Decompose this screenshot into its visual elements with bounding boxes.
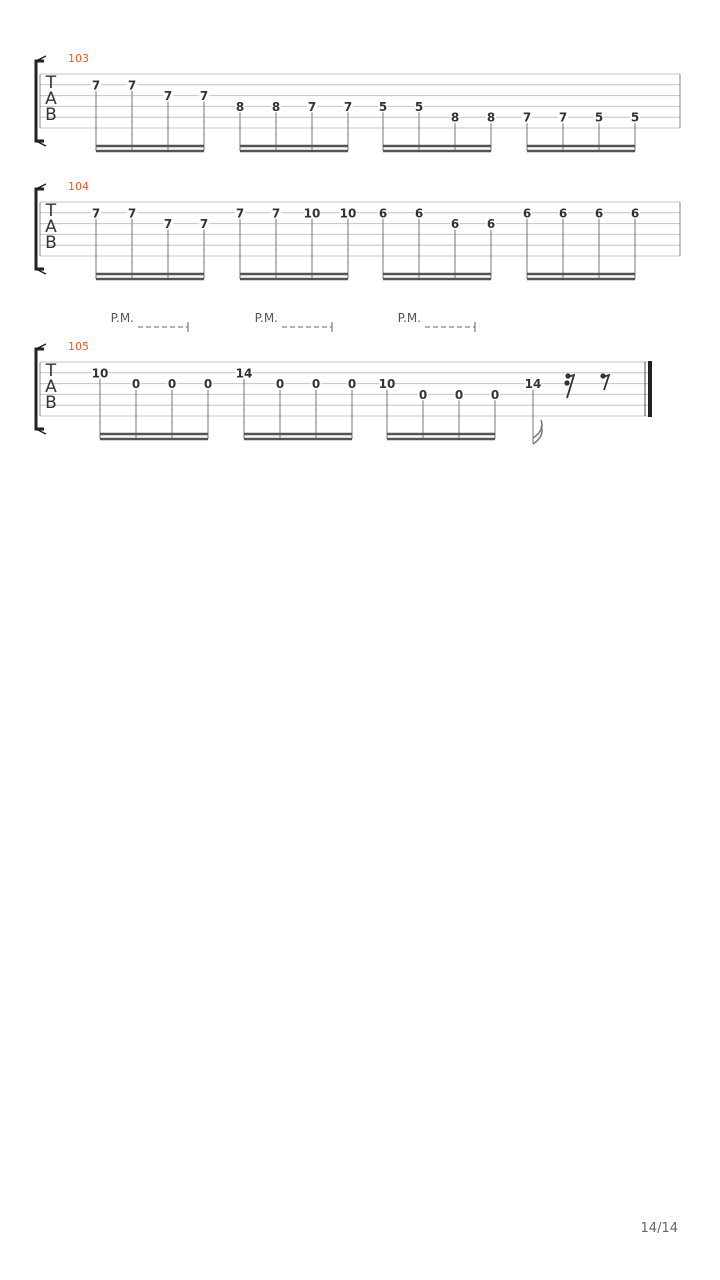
fret-number: 0 (347, 377, 357, 392)
eighth-rest-stem (603, 375, 609, 390)
fret-number: 6 (522, 206, 532, 221)
fret-number: 10 (378, 377, 396, 392)
fret-number: 0 (275, 377, 285, 392)
tab-clef-letter: B (45, 233, 57, 253)
fret-number: 0 (131, 377, 141, 392)
fret-number: 0 (418, 387, 428, 402)
fret-number: 7 (307, 99, 317, 114)
fret-number: 6 (486, 217, 496, 232)
staff-system-103 (36, 52, 680, 151)
fret-number: 7 (91, 206, 101, 221)
sixteenth-rest-dot (564, 380, 569, 385)
fret-number: 10 (339, 206, 357, 221)
tab-clef-letter: A (45, 217, 57, 237)
fret-number: 7 (127, 78, 137, 93)
fret-number: 8 (450, 110, 460, 125)
fret-number: 7 (199, 217, 209, 232)
palm-mute-label: P.M. (397, 311, 421, 325)
fret-number: 6 (450, 217, 460, 232)
fret-number: 14 (524, 377, 542, 392)
tab-clef-letter: T (45, 73, 57, 93)
fret-number: 7 (558, 110, 568, 125)
fret-number: 8 (271, 99, 281, 114)
fret-number: 6 (558, 206, 568, 221)
tab-clef-letter: A (45, 89, 57, 109)
fret-number: 0 (454, 387, 464, 402)
fret-number: 7 (163, 217, 173, 232)
fret-number: 0 (490, 387, 500, 402)
fret-number: 7 (163, 89, 173, 104)
fret-number: 7 (235, 206, 245, 221)
fret-number: 0 (167, 377, 177, 392)
fret-number: 7 (199, 89, 209, 104)
tab-clef-letter: B (45, 393, 57, 413)
fret-number: 8 (235, 99, 245, 114)
fret-number: 6 (378, 206, 388, 221)
measure-number: 105 (68, 340, 89, 353)
staff-system-104 (36, 180, 680, 279)
fret-number: 8 (486, 110, 496, 125)
fret-number: 0 (203, 377, 213, 392)
measure-number: 103 (68, 52, 89, 65)
fret-number: 6 (594, 206, 604, 221)
palm-mute-label: P.M. (254, 311, 278, 325)
fret-number: 7 (91, 78, 101, 93)
fret-number: 0 (311, 377, 321, 392)
fret-number: 6 (414, 206, 424, 221)
page-indicator: 14/14 (640, 1221, 678, 1236)
tab-clef-letter: B (45, 105, 57, 125)
staff-system-105 (36, 311, 650, 444)
fret-number: 5 (630, 110, 640, 125)
tab-clef-letter: T (45, 361, 57, 381)
fret-number: 7 (343, 99, 353, 114)
measure-number: 104 (68, 180, 89, 193)
fret-number: 10 (91, 366, 109, 381)
fret-number: 5 (594, 110, 604, 125)
fret-number: 7 (127, 206, 137, 221)
fret-number: 5 (378, 99, 388, 114)
fret-number: 6 (630, 206, 640, 221)
tab-clef-letter: A (45, 377, 57, 397)
fret-number: 14 (235, 366, 253, 381)
tab-clef-letter: T (45, 201, 57, 221)
palm-mute-label: P.M. (110, 311, 134, 325)
fret-number: 7 (271, 206, 281, 221)
fret-number: 7 (522, 110, 532, 125)
fret-number: 5 (414, 99, 424, 114)
fret-number: 10 (303, 206, 321, 221)
